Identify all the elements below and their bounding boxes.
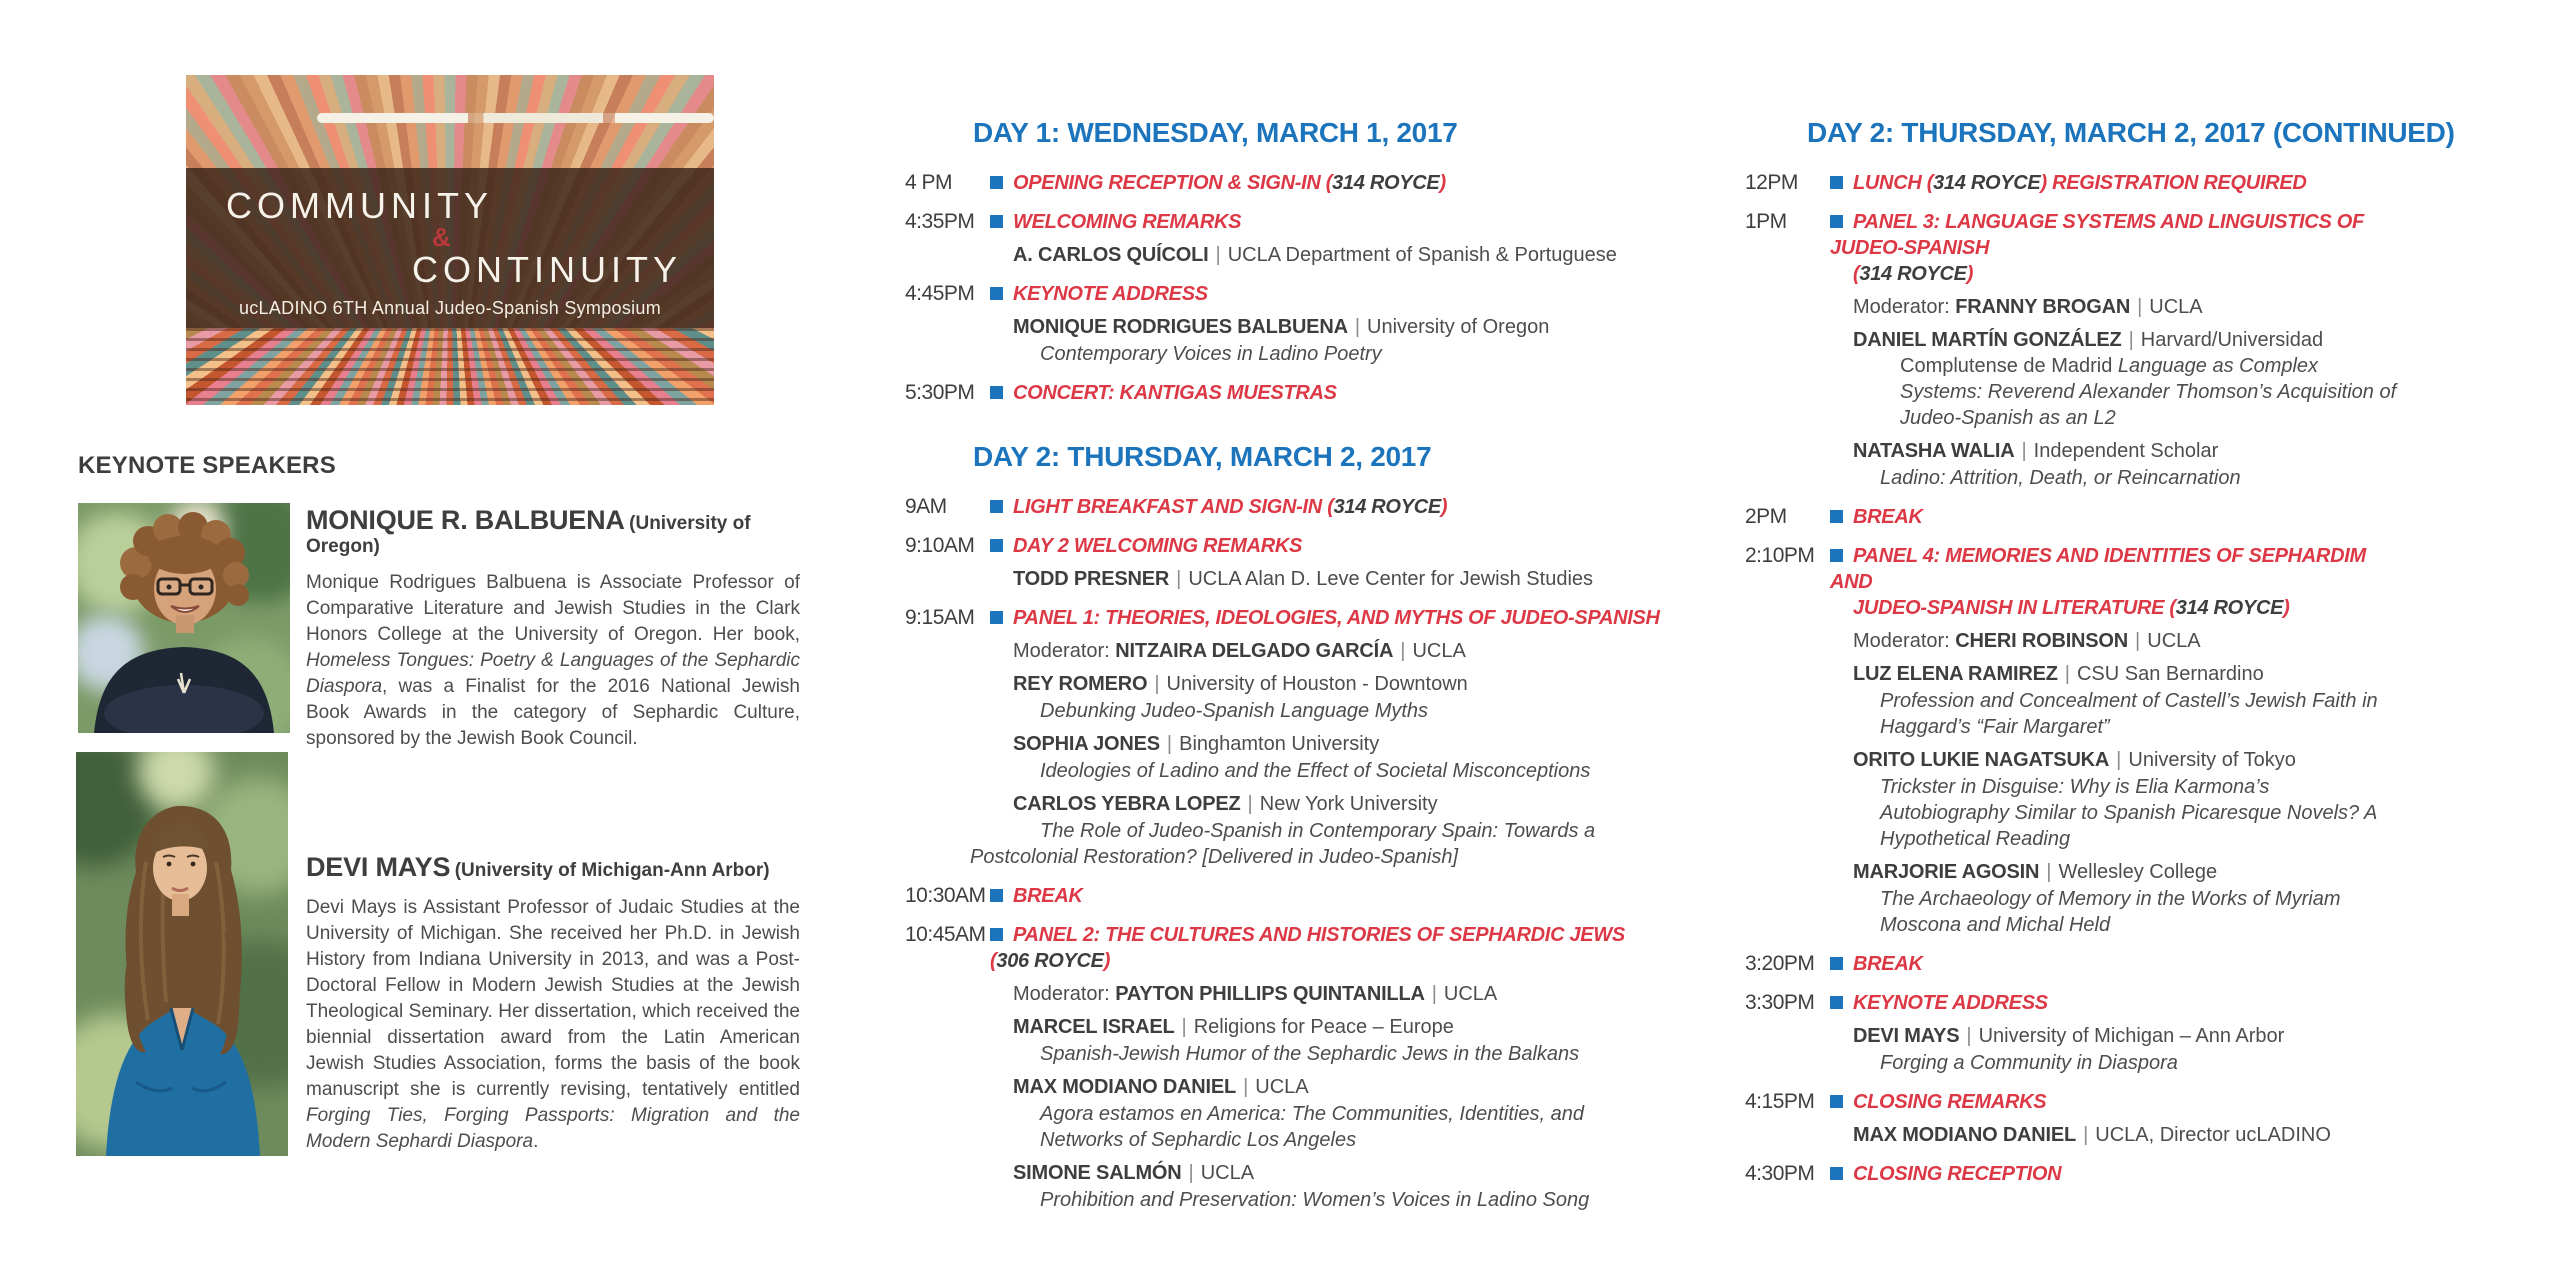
item-content — [990, 380, 1667, 406]
item-time: 4:30PM — [1745, 1162, 1815, 1185]
day-header: DAY 2: THURSDAY, MARCH 2, 2017 (CONTINUED) — [1807, 117, 2455, 148]
day-block — [905, 118, 1667, 406]
schedule-item — [905, 170, 1667, 196]
speaker-affiliation: UCLA — [2147, 630, 2201, 652]
speaker-name: MARCEL ISRAEL — [1013, 1016, 1175, 1038]
pipe-separator: | — [1354, 316, 1361, 338]
square-bullet-icon — [990, 928, 1003, 941]
speaker-line — [990, 566, 1667, 592]
schedule-item — [1745, 209, 2397, 491]
bio-text-segment: Homeless Tongues: Poetry & Languages of the Sephardic Diaspora — [306, 650, 800, 697]
event-title-segment: ( — [1853, 263, 1860, 285]
item-time: 5:30PM — [905, 381, 975, 404]
event-title-line — [990, 883, 1667, 909]
day-header: DAY 1: WEDNESDAY, MARCH 1, 2017 — [973, 117, 1458, 148]
moderator-prefix: Moderator: — [1853, 630, 1956, 652]
square-bullet-icon — [990, 500, 1003, 513]
pipe-separator: | — [1247, 793, 1253, 815]
speaker-line — [1830, 327, 2397, 431]
event-title-segment: PANEL 1: THEORIES, IDEOLOGIES, AND MYTHS OF JUDEO-SPANISH — [1013, 607, 1660, 629]
speaker-bio-devi-mays — [306, 852, 800, 1155]
speaker-affiliation: Religions for Peace – Europe — [1193, 1016, 1454, 1038]
event-title-line — [1830, 543, 2397, 595]
square-bullet-icon — [1830, 176, 1843, 189]
paper-title: Prohibition and Preservation: Women’s Voices in Ladino Song — [1040, 1189, 1590, 1211]
item-time: 2PM — [1745, 505, 1787, 528]
item-content — [990, 883, 1667, 909]
event-title-segment: ) REGISTRATION REQUIRED — [2040, 172, 2307, 194]
item-time: 3:30PM — [1745, 991, 1815, 1014]
speaker-affiliation: University of Tokyo — [2128, 749, 2296, 771]
event-title-segment: CONCERT: KANTIGAS MUESTRAS — [1013, 382, 1337, 404]
item-time: 9:15AM — [905, 606, 975, 629]
speaker-line — [990, 314, 1667, 340]
square-bullet-icon — [1830, 1095, 1843, 1108]
portrait-monique-balbuena-image — [78, 503, 290, 733]
schedule-item — [1745, 504, 2397, 530]
moderator-line — [1830, 294, 2397, 320]
item-time: 1PM — [1745, 210, 1787, 233]
speaker-bio-affiliation: (University of Michigan-Ann Arbor) — [454, 860, 770, 881]
speaker-line — [1830, 661, 2397, 687]
speaker-line — [990, 1014, 1667, 1040]
event-title-line — [1830, 1089, 2397, 1115]
speaker-affiliation: UCLA — [1412, 640, 1466, 662]
square-bullet-icon — [1830, 549, 1843, 562]
pipe-separator: | — [2046, 861, 2052, 883]
event-title-segment: BREAK — [1853, 506, 1923, 528]
event-title-segment: LUNCH ( — [1853, 172, 1934, 194]
pipe-separator: | — [2137, 296, 2143, 318]
bio-text-segment: , was a Finalist for the 2016 National Jewish Book Awards in the category of Sephardic Culture, sponsored by the Jewish Book Council. — [306, 676, 800, 749]
event-title-line — [1830, 209, 2397, 261]
portrait-devi-mays-image — [76, 752, 288, 1156]
schedule-item — [1745, 1089, 2397, 1148]
bio-text-segment: Devi Mays is Assistant Professor of Judaic Studies at the University of Michigan. She received her Ph.D. in Jewish History from Indiana University in 2013, and was a Post-Doctoral Fellow in Modern Jewish Studies at the Jewish Theological Seminary. Her dissertation, which received the biennial dissertation award from the Latin American Jewish Studies Association, forms the basis of the book manuscript she is currently revising, tentatively entitled — [306, 897, 800, 1100]
pipe-separator: | — [1431, 983, 1437, 1005]
speaker-line — [1830, 747, 2397, 773]
event-title-segment: 314 ROYCE — [1933, 172, 2041, 194]
event-title-line — [990, 605, 1667, 631]
item-content — [1830, 951, 2397, 977]
square-bullet-icon — [990, 539, 1003, 552]
moderator-prefix: Moderator: — [1013, 640, 1116, 662]
item-time: 4:15PM — [1745, 1090, 1815, 1113]
event-title-segment: 314 ROYCE — [1332, 172, 1440, 194]
pipe-separator: | — [1166, 733, 1173, 755]
speaker-name: REY ROMERO — [1013, 673, 1148, 695]
speaker-line — [990, 1160, 1667, 1186]
speaker-affiliation: New York University — [1259, 793, 1438, 815]
speaker-affiliation: UCLA — [2149, 296, 2203, 318]
event-title-segment: 314 ROYCE — [2175, 597, 2284, 619]
moderator-line — [990, 981, 1667, 1007]
event-title-segment: BREAK — [1013, 885, 1083, 907]
item-time: 9:10AM — [905, 534, 975, 557]
schedule-item — [1745, 543, 2397, 938]
event-title-segment: ) — [2283, 597, 2290, 619]
speaker-name: NITZAIRA DELGADO GARCÍA — [1115, 640, 1394, 662]
speaker-name: DANIEL MARTÍN GONZÁLEZ — [1853, 329, 2122, 351]
item-content — [990, 170, 1667, 196]
speaker-name: DEVI MAYS — [1853, 1025, 1960, 1047]
schedule-item — [905, 281, 1667, 367]
speaker-name: MAX MODIANO DANIEL — [1853, 1124, 2077, 1146]
event-title-line — [1830, 951, 2397, 977]
pipe-separator: | — [1400, 640, 1406, 662]
event-title-segment: 314 ROYCE — [1333, 496, 1441, 518]
pipe-separator: | — [2116, 749, 2122, 771]
speaker-bio-monique-balbuena — [306, 505, 800, 752]
schedule-item — [1745, 170, 2397, 196]
speaker-line — [1830, 1023, 2397, 1049]
schedule-item — [1745, 951, 2397, 977]
speaker-name: FRANNY BROGAN — [1955, 296, 2131, 318]
speaker-affiliation: UCLA, Director ucLADINO — [2095, 1124, 2331, 1146]
woven-yarn-strip-image — [186, 328, 714, 405]
schedule-item — [905, 533, 1667, 592]
speaker-affiliation: Wellesley College — [2058, 861, 2218, 883]
item-content — [990, 494, 1667, 520]
item-content — [990, 281, 1667, 367]
event-title-line — [1830, 170, 2397, 196]
schedule-item — [905, 209, 1667, 268]
pipe-separator: | — [2128, 329, 2134, 351]
speaker-bio-affiliation: (University of Oregon) — [306, 513, 751, 557]
item-time: 4:45PM — [905, 282, 975, 305]
speaker-name: SOPHIA JONES — [1013, 733, 1160, 755]
speaker-line — [1830, 1122, 2397, 1148]
square-bullet-icon — [1830, 957, 1843, 970]
item-time: 10:45AM — [905, 923, 986, 946]
item-content — [1830, 543, 2397, 938]
pipe-separator: | — [1188, 1162, 1194, 1184]
speaker-affiliation: Binghamton University — [1179, 733, 1380, 755]
event-title-line — [1830, 1161, 2397, 1187]
paper-title: Agora estamos en America: The Communities, Identities, and Networks of Sephardic Los Angeles — [1040, 1103, 1584, 1151]
item-content — [990, 922, 1667, 1213]
square-bullet-icon — [990, 287, 1003, 300]
paper-title: Trickster in Disguise: Why is Elia Karmona’s Autobiography Similar to Spanish Picaresque Novels? A Hypothetical Reading — [1880, 776, 2377, 850]
speaker-bio-text — [306, 570, 800, 752]
event-title-segment: ) — [1440, 496, 1448, 518]
event-title-segment: 306 ROYCE — [996, 950, 1104, 972]
item-time: 3:20PM — [1745, 952, 1815, 975]
speaker-name: LUZ ELENA RAMIREZ — [1853, 663, 2058, 685]
item-time: 12PM — [1745, 171, 1798, 194]
schedule-item — [905, 605, 1667, 870]
day-header: DAY 2: THURSDAY, MARCH 2, 2017 — [973, 441, 1432, 472]
symposium-banner — [186, 75, 714, 405]
speaker-line — [1830, 438, 2397, 464]
speaker-name: SIMONE SALMÓN — [1013, 1162, 1182, 1184]
speaker-bio-heading — [306, 505, 800, 558]
square-bullet-icon — [990, 386, 1003, 399]
item-content — [990, 209, 1667, 268]
speaker-line — [1830, 859, 2397, 885]
event-title-segment: LIGHT BREAKFAST AND SIGN-IN ( — [1013, 496, 1334, 518]
schedule-column-days-1-2 — [905, 118, 1667, 1226]
paper-title: Debunking Judeo-Spanish Language Myths — [1040, 700, 1429, 722]
event-title-line — [990, 533, 1667, 559]
event-title-segment: JUDEO-SPANISH IN LITERATURE ( — [1853, 597, 2176, 619]
speaker-affiliation: University of Michigan – Ann Arbor — [1978, 1025, 2285, 1047]
bio-text-segment: Monique Rodrigues Balbuena is Associate Professor of Comparative Literature and Jewish Studies in the Clark Honors College at the University of Oregon. Her book, — [306, 572, 800, 645]
event-title-segment: 314 ROYCE — [1859, 263, 1967, 285]
item-content — [1830, 504, 2397, 530]
event-title-segment: ) — [1966, 263, 1974, 285]
speaker-line — [990, 1074, 1667, 1100]
paper-title: The Role of Judeo-Spanish in Contemporary Spain: Towards a Postcolonial Restoration? [Delivered in Judeo-Spanish] — [970, 820, 1596, 868]
speaker-name: MAX MODIANO DANIEL — [1013, 1076, 1237, 1098]
pipe-separator: | — [2135, 630, 2141, 652]
paper-title: Ideologies of Ladino and the Effect of Societal Misconceptions — [1040, 760, 1591, 782]
speaker-affiliation: UCLA Department of Spanish & Portuguese — [1227, 244, 1617, 266]
square-bullet-icon — [990, 176, 1003, 189]
paper-title: Spanish-Jewish Humor of the Sephardic Jews in the Balkans — [1040, 1043, 1580, 1065]
speaker-name: A. CARLOS QUÍCOLI — [1013, 244, 1209, 266]
square-bullet-icon — [990, 611, 1003, 624]
speaker-affiliation: University of Oregon — [1367, 316, 1550, 338]
item-time: 9AM — [905, 495, 947, 518]
paper-title: Contemporary Voices in Ladino Poetry — [1040, 343, 1382, 365]
speaker-bio-name: DEVI MAYS — [306, 852, 451, 882]
event-title-line — [990, 494, 1667, 520]
pipe-separator: | — [2064, 663, 2070, 685]
square-bullet-icon — [990, 215, 1003, 228]
event-title-line — [1830, 595, 2397, 621]
item-time: 4 PM — [905, 171, 953, 194]
event-title-segment: WELCOMING REMARKS — [1013, 211, 1242, 233]
event-title-line — [990, 922, 1667, 974]
speaker-affiliation: Harvard/Universidad Complutense de Madrid — [1900, 329, 2324, 377]
pipe-separator: | — [2021, 440, 2027, 462]
paper-title: Profession and Concealment of Castell’s Jewish Faith in Haggard’s “Fair Margaret” — [1880, 690, 2378, 738]
item-content — [1830, 1161, 2397, 1187]
speaker-name: TODD PRESNER — [1013, 568, 1170, 590]
event-title-line — [990, 380, 1667, 406]
speaker-name: MARJORIE AGOSIN — [1853, 861, 2040, 883]
knitting-needle-image — [317, 113, 714, 123]
speaker-affiliation: UCLA — [1200, 1162, 1255, 1184]
speaker-bio-heading — [306, 852, 800, 883]
event-title-segment: CLOSING RECEPTION — [1853, 1163, 2062, 1185]
speaker-bio-name: MONIQUE R. BALBUENA — [306, 505, 625, 535]
pipe-separator: | — [2083, 1124, 2089, 1146]
banner-ampersand: & — [432, 222, 451, 252]
speaker-name: CHERI ROBINSON — [1955, 630, 2129, 652]
event-title-segment: BREAK — [1853, 953, 1923, 975]
pipe-separator: | — [1154, 673, 1160, 695]
schedule-item — [1745, 990, 2397, 1076]
event-title-line — [1830, 261, 2397, 287]
square-bullet-icon — [1830, 996, 1843, 1009]
schedule-item — [1745, 1161, 2397, 1187]
speaker-line — [990, 731, 1667, 757]
schedule-column-day-2-continued — [1745, 117, 2455, 1200]
item-content — [1830, 1089, 2397, 1148]
pipe-separator: | — [1243, 1076, 1249, 1098]
speaker-photo-monique-balbuena — [78, 503, 290, 733]
speaker-bio-text — [306, 895, 800, 1155]
bio-text-segment: Forging Ties, Forging Passports: Migration and the Modern Sephardi Diaspora — [306, 1105, 800, 1152]
item-content — [1830, 990, 2397, 1076]
event-title-segment: CLOSING REMARKS — [1853, 1091, 2047, 1113]
schedule-item — [905, 380, 1667, 406]
square-bullet-icon — [990, 889, 1003, 902]
pipe-separator: | — [1215, 244, 1221, 266]
moderator-line — [1830, 628, 2397, 654]
item-time: 2:10PM — [1745, 544, 1815, 567]
speaker-name: ORITO LUKIE NAGATSUKA — [1853, 749, 2110, 771]
event-title-segment: OPENING RECEPTION & SIGN-IN ( — [1013, 172, 1333, 194]
banner-title-community: COMMUNITY — [226, 185, 493, 226]
event-title-segment: ) — [1103, 950, 1111, 972]
event-title-line — [990, 209, 1667, 235]
square-bullet-icon — [1830, 1167, 1843, 1180]
square-bullet-icon — [1830, 215, 1843, 228]
speaker-affiliation: CSU San Bernardino — [2076, 663, 2264, 685]
speaker-affiliation: UCLA Alan D. Leve Center for Jewish Studies — [1188, 568, 1594, 590]
pipe-separator: | — [1176, 568, 1182, 590]
paper-title: Language as Complex Systems: Reverend Alexander Thomson’s Acquisition of Judeo-Spanish as an L2 — [1900, 355, 2397, 429]
event-title-line — [1830, 990, 2397, 1016]
event-title-segment: ) — [1439, 172, 1446, 194]
speaker-affiliation: UCLA — [1443, 983, 1498, 1005]
event-title-segment: KEYNOTE ADDRESS — [1013, 283, 1208, 305]
moderator-prefix: Moderator: — [1013, 983, 1116, 1005]
speaker-affiliation: Independent Scholar — [2033, 440, 2219, 462]
event-title-segment: PANEL 2: THE CULTURES AND HISTORIES OF SEPHARDIC JEWS ( — [990, 924, 1625, 972]
speaker-name: MONIQUE RODRIGUES BALBUENA — [1013, 316, 1348, 338]
day-block — [1745, 117, 2455, 1187]
square-bullet-icon — [1830, 510, 1843, 523]
schedule-item — [905, 883, 1667, 909]
paper-title: Forging a Community in Diaspora — [1880, 1052, 2178, 1074]
paper-title: Ladino: Attrition, Death, or Reincarnation — [1880, 467, 2241, 489]
schedule-item — [905, 922, 1667, 1213]
paper-title: The Archaeology of Memory in the Works of Myriam Moscona and Michal Held — [1880, 888, 2341, 936]
speaker-affiliation: University of Houston - Downtown — [1166, 673, 1468, 695]
speaker-line — [990, 671, 1667, 697]
speaker-affiliation: UCLA — [1255, 1076, 1309, 1098]
moderator-line — [990, 638, 1667, 664]
speaker-name: PAYTON PHILLIPS QUINTANILLA — [1115, 983, 1425, 1005]
speaker-line — [990, 791, 1667, 817]
event-title-segment: KEYNOTE ADDRESS — [1853, 992, 2048, 1014]
day-block — [905, 442, 1667, 1213]
banner-subtitle: ucLADINO 6TH Annual Judeo-Spanish Symposium — [238, 298, 662, 318]
keynote-speakers-heading: KEYNOTE SPEAKERS — [78, 452, 336, 479]
schedule-item — [905, 494, 1667, 520]
pipe-separator: | — [1181, 1016, 1187, 1038]
banner-title-continuity: CONTINUITY — [412, 249, 682, 290]
event-title-line — [990, 170, 1667, 196]
item-content — [970, 605, 1667, 870]
banner-title-band — [186, 168, 714, 328]
item-content — [990, 533, 1667, 592]
event-title-segment: PANEL 4: MEMORIES AND IDENTITIES OF SEPHARDIM AND — [1830, 545, 2366, 593]
item-time: 4:35PM — [905, 210, 975, 233]
event-title-segment: PANEL 3: LANGUAGE SYSTEMS AND LINGUISTICS OF JUDEO-SPANISH — [1830, 211, 2364, 259]
moderator-prefix: Moderator: — [1853, 296, 1956, 318]
speaker-photo-devi-mays — [76, 752, 288, 1156]
speaker-line — [990, 242, 1667, 268]
item-time: 10:30AM — [905, 884, 986, 907]
event-title-line — [990, 281, 1667, 307]
event-title-segment: DAY 2 WELCOMING REMARKS — [1013, 535, 1303, 557]
bio-text-segment: . — [533, 1131, 539, 1152]
speaker-name: CARLOS YEBRA LOPEZ — [1013, 793, 1241, 815]
event-title-line — [1830, 504, 2397, 530]
item-content — [1830, 170, 2397, 196]
item-content — [1830, 209, 2397, 491]
pipe-separator: | — [1966, 1025, 1972, 1047]
speaker-name: NATASHA WALIA — [1853, 440, 2015, 462]
